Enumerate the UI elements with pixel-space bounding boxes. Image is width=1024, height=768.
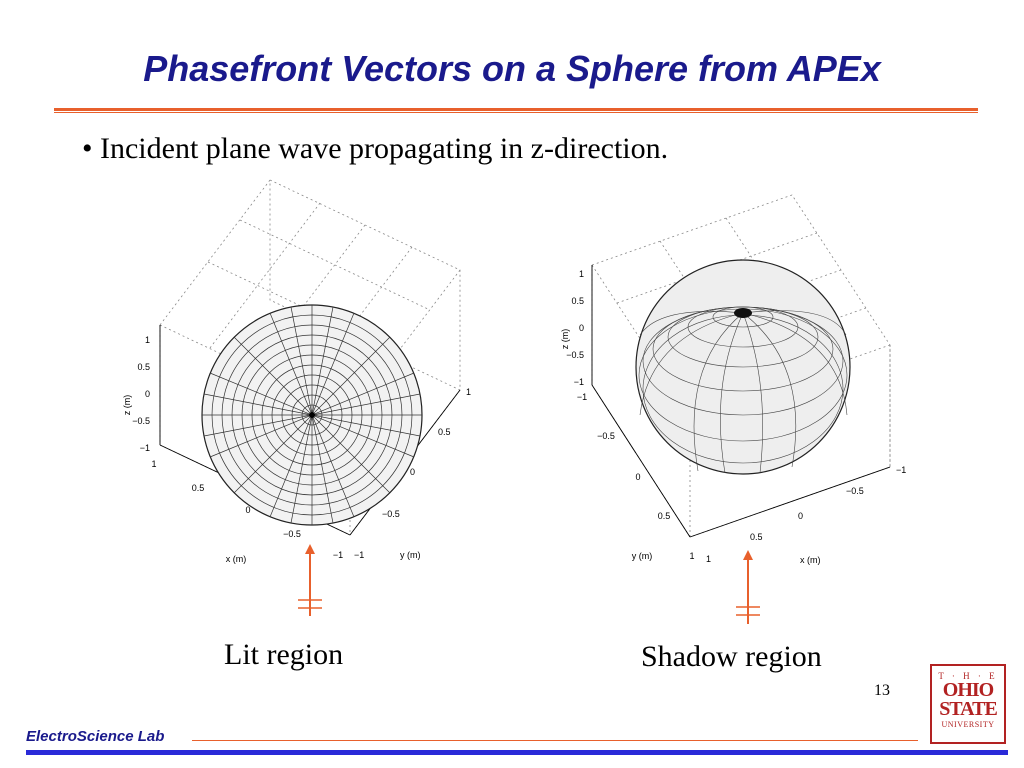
left-z-tick-3: −0.5 — [132, 416, 150, 426]
right-z-tick-0: 1 — [578, 269, 584, 279]
right-z-label: z (m) — [560, 328, 570, 350]
right-z-tick-2: 0 — [578, 323, 584, 333]
left-incident-arrow — [296, 544, 324, 618]
right-x-tick-0: −1 — [896, 465, 907, 475]
right-y-tick-3: 0.5 — [657, 511, 671, 521]
left-z-tick-1: 0.5 — [137, 362, 150, 372]
right-z-tick-1: 0.5 — [571, 296, 584, 306]
caption-lit-region: Lit region — [224, 638, 344, 671]
ohio-state-logo — [930, 664, 1006, 744]
right-incident-arrow — [734, 550, 762, 626]
page-number: 13 — [874, 682, 890, 699]
left-y-label: y (m) — [400, 550, 421, 560]
left-z-tick-2: 0 — [144, 389, 150, 399]
left-z-tick-0: 1 — [144, 335, 150, 345]
right-x-tick-4: 1 — [706, 554, 712, 564]
logo-university: UNIVERSITY — [941, 720, 995, 729]
title-underline-thin — [54, 112, 978, 113]
right-sphere-plot — [560, 185, 920, 575]
right-y-tick-0: −1 — [576, 392, 588, 402]
footer-lab-name: ElectroScience Lab — [26, 728, 165, 745]
left-x-tick-2: 0 — [245, 505, 251, 515]
bullet-text: • Incident plane wave propagating in z-direction. — [82, 132, 669, 165]
left-x-tick-0: 1 — [151, 459, 157, 469]
left-y-tick-4: −1 — [354, 550, 365, 560]
right-y-tick-4: 1 — [689, 551, 695, 561]
right-y-tick-2: 0 — [635, 472, 641, 482]
logo-state: STATE — [939, 698, 997, 720]
right-z-tick-3: −0.5 — [566, 350, 584, 360]
right-x-tick-3: 0.5 — [750, 532, 763, 542]
right-x-label: x (m) — [800, 555, 821, 565]
right-z-tick-4: −1 — [573, 377, 584, 387]
left-y-tick-2: 0 — [410, 467, 416, 477]
logo-the: T · H · E — [938, 671, 998, 681]
title-underline — [54, 108, 978, 111]
left-x-tick-4: −1 — [332, 550, 344, 560]
left-sphere-plot — [120, 175, 480, 575]
left-x-tick-1: 0.5 — [191, 483, 205, 493]
left-x-label: x (m) — [225, 554, 247, 564]
logo-ohio: OHIO — [942, 679, 994, 701]
right-x-tick-2: 0 — [798, 511, 804, 521]
left-y-tick-3: −0.5 — [382, 509, 400, 519]
right-y-tick-1: −0.5 — [597, 431, 615, 441]
left-z-label: z (m) — [122, 394, 132, 416]
caption-shadow-region: Shadow region — [641, 640, 822, 673]
left-y-tick-1: 0.5 — [438, 427, 451, 437]
footer-bar — [26, 750, 1008, 755]
slide-title: Phasefront Vectors on a Sphere from APEx — [143, 48, 881, 89]
left-y-tick-0: 1 — [466, 387, 472, 397]
left-z-tick-4: −1 — [139, 443, 150, 453]
right-y-label: y (m) — [631, 551, 653, 561]
left-x-tick-3: −0.5 — [283, 529, 301, 539]
footer-rule — [192, 740, 918, 741]
right-x-tick-1: −0.5 — [846, 486, 864, 496]
